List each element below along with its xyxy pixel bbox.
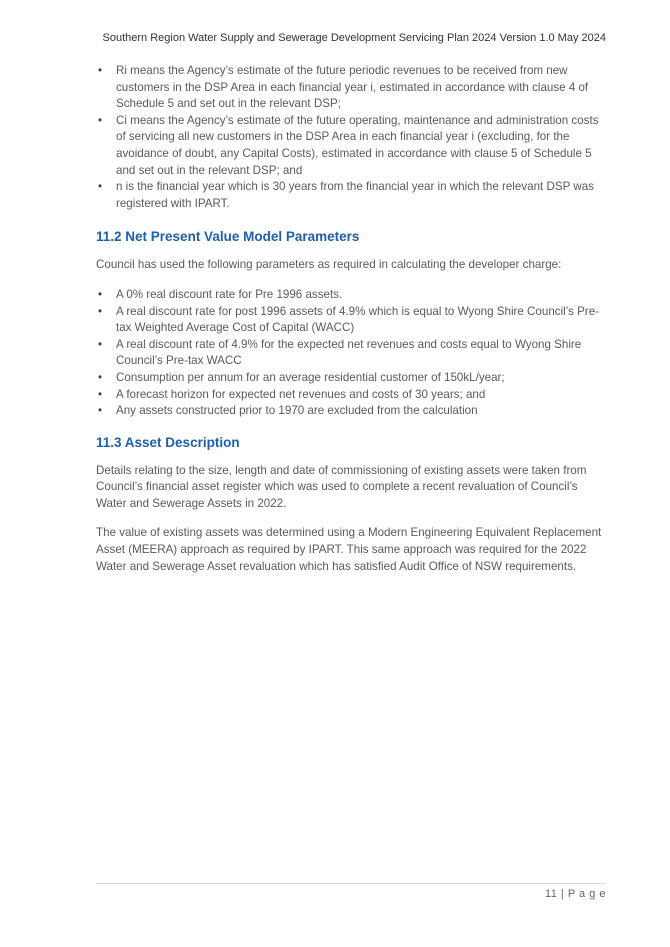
list-item: • Any assets constructed prior to 1970 are excluded from the calculation bbox=[96, 403, 606, 420]
page-content bbox=[96, 63, 606, 575]
list-item: • A forecast horizon for expected net revenues and costs of 30 years; and bbox=[96, 387, 606, 404]
paragraph: The value of existing assets was determined using a Modern Engineering Equivalent Replacement Asset (MEERA) approach as required by IPART. This same approach was required for the 2022 Water and Sewerage Asset revaluation which has satisfied Audit Office of NSW requirements. bbox=[96, 526, 602, 573]
footer-divider bbox=[96, 883, 606, 884]
list-item: • Ci means the Agency’s estimate of the future operating, maintenance and administration costs of servicing all new customers in the DSP Area in each financial year i (excluding, for the avoidance of doubt, any Capital Costs), estimated in accordance with clause 5 of Schedule 5 and set out in the relevant DSP; and bbox=[96, 113, 606, 179]
paragraph: Details relating to the size, length and date of commissioning of existing assets were taken from Council’s financial asset register which was used to complete a recent revaluation of Council’s Water and Sewerage Assets in 2022. bbox=[96, 463, 587, 510]
parameters-list bbox=[96, 287, 606, 420]
page-header: Southern Region Water Supply and Sewerage Development Servicing Plan 2024 Version 1.0 May 2024 bbox=[102, 32, 606, 44]
list-item: • n is the financial year which is 30 years from the financial year in which the relevant DSP was registered with IPART. bbox=[96, 179, 606, 212]
list-item: • A real discount rate of 4.9% for the expected net revenues and costs equal to Wyong Shire Council’s Pre-tax WACC bbox=[96, 337, 606, 370]
definitions-list bbox=[96, 63, 606, 212]
section-heading-11-3: 11.3 Asset Description bbox=[96, 434, 240, 450]
list-item: • A real discount rate for post 1996 assets of 4.9% which is equal to Wyong Shire Council’s Pre-tax Weighted Average Cost of Capital (WACC) bbox=[96, 304, 606, 337]
list-item: • Ri means the Agency’s estimate of the future periodic revenues to be received from new customers in the DSP Area in each financial year i, estimated in accordance with clause 4 of Schedule 5 and set out in the relevant DSP; bbox=[96, 63, 606, 113]
page-number: 11 | P a g e bbox=[544, 888, 606, 900]
section-intro: Council has used the following parameters as required in calculating the developer charge: bbox=[96, 258, 562, 272]
list-item: • A 0% real discount rate for Pre 1996 assets. bbox=[96, 287, 606, 304]
list-item: • Consumption per annum for an average residential customer of 150kL/year; bbox=[96, 370, 606, 387]
section-heading-11-2: 11.2 Net Present Value Model Parameters bbox=[96, 229, 360, 245]
